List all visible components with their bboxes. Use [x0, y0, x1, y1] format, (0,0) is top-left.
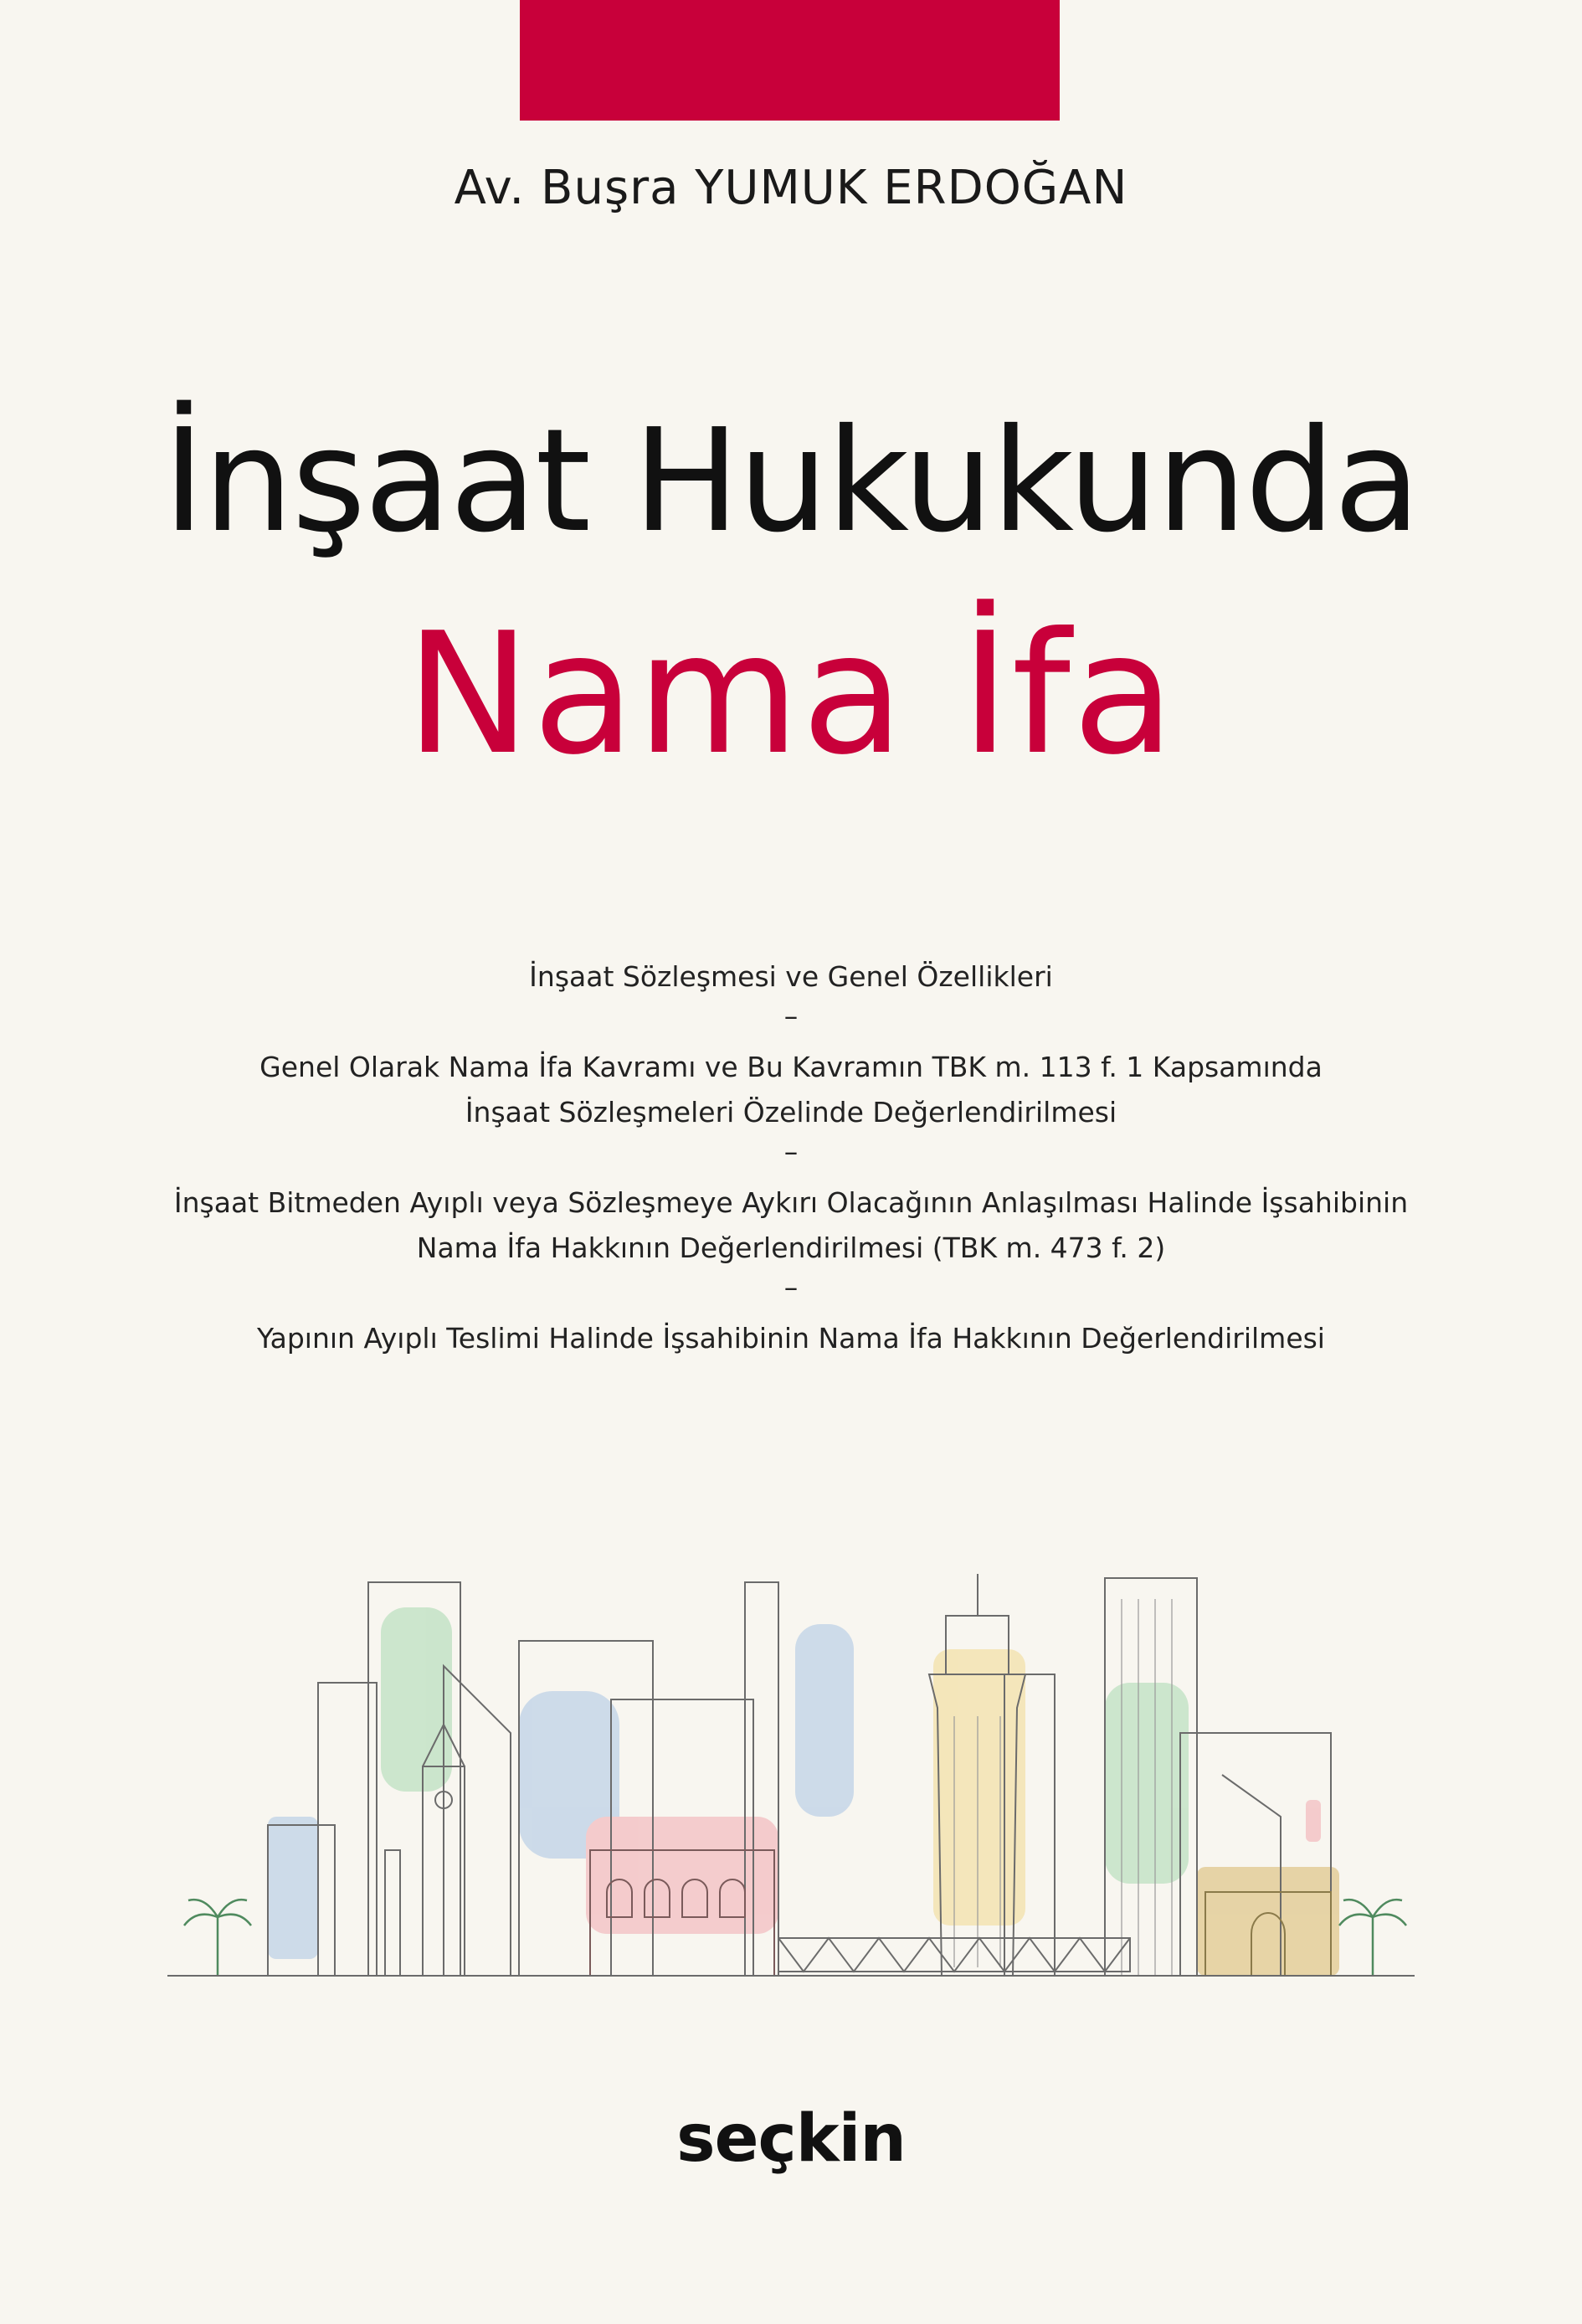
topic-3b: Nama İfa Hakkının Değerlendirilmesi (TBK m. 473 f. 2) [416, 1231, 1166, 1264]
wash-green [381, 1607, 452, 1792]
wash-yellow [933, 1649, 1025, 1926]
topic-3a: İnşaat Bitmeden Ayıplı veya Sözleşmeye Aykırı Olacağının Anlaşılması Halinde İşsahibinin [173, 1186, 1409, 1219]
publisher-logo: seçkin [676, 2101, 906, 2177]
city-skyline-illustration [167, 1499, 1415, 2001]
minaret [385, 1850, 400, 1976]
topic-separator: – [783, 1135, 799, 1168]
palm-left [184, 1900, 251, 1976]
top-color-band [520, 0, 1060, 121]
wash-blue2 [795, 1624, 854, 1817]
wash-gold [1197, 1867, 1339, 1976]
topics-list [0, 954, 1582, 1361]
topic-1: İnşaat Sözleşmesi ve Genel Özellikleri [529, 960, 1053, 993]
book-title-line1: İnşaat Hukukunda [162, 398, 1420, 564]
topic-2a: Genel Olarak Nama İfa Kavramı ve Bu Kavramın TBK m. 113 f. 1 Kapsamında [259, 1051, 1323, 1083]
palm-right [1339, 1900, 1406, 1976]
topic-2b: İnşaat Sözleşmeleri Özelinde Değerlendirilmesi [465, 1096, 1117, 1129]
topic-4: Yapının Ayıplı Teslimi Halinde İşsahibinin Nama İfa Hakkının Değerlendirilmesi [257, 1322, 1325, 1355]
wash-pink2 [1306, 1800, 1321, 1842]
building [444, 1666, 511, 1976]
book-title-line2: Nama İfa [405, 597, 1177, 792]
wash-green2 [1105, 1683, 1189, 1884]
wash-blue3 [268, 1817, 318, 1959]
author-name: Av. Buşra YUMUK ERDOĞAN [454, 161, 1128, 215]
topic-separator: – [783, 1000, 799, 1032]
topic-separator: – [783, 1271, 799, 1303]
